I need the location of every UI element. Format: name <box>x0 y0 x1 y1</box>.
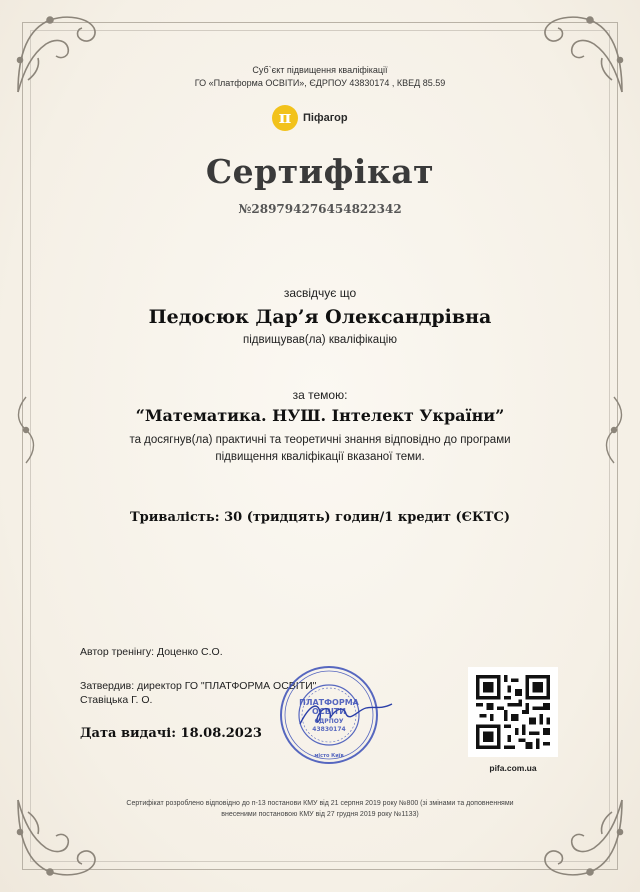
improved-text: підвищував(ла) кваліфікацію <box>243 334 397 346</box>
approved-line: Затвердив: директор ГО "ПЛАТФОРМА ОСВІТИ" <box>80 680 317 692</box>
recipient-name: Педосюк Дар’я Олександрівна <box>148 306 492 328</box>
achievement-text <box>0 432 640 466</box>
issuer-line: Суб`єкт підвищення кваліфікації <box>252 65 388 75</box>
achievement-line: та досягнув(ла) практичні та теоретичні знання відповідно до програми <box>129 434 511 446</box>
author-text: Автор тренінгу: Доценко С.О. <box>80 646 223 658</box>
stamp-code: 43830174 <box>312 726 346 733</box>
footer-line: Сертифікат розроблено відповідно до п-13 постанови КМУ від 21 серпня 2019 року №800 (зі змінами та доповненнями <box>126 800 514 807</box>
footer-note <box>0 798 640 820</box>
website-link[interactable]: pifa.com.ua <box>489 763 537 773</box>
qr-code[interactable] <box>476 675 550 749</box>
achievement-line: підвищення кваліфікації вказаної теми. <box>215 451 425 463</box>
certifies-text: засвідчує що <box>283 286 357 300</box>
pi-logo-icon: π <box>272 105 298 131</box>
signature-image <box>296 694 396 734</box>
stamp-line: ОСВІТИ <box>312 707 346 716</box>
brand-logo <box>272 104 348 132</box>
stamp-code-label: ЄДРПОУ <box>314 718 344 725</box>
on-topic-label: за темою: <box>292 388 348 402</box>
certificate-title: Сертифікат <box>205 152 435 191</box>
stamp-city: місто Київ <box>314 753 344 759</box>
approved-line: Ставіцька Г. О. <box>80 694 153 706</box>
brand-name: Піфагор <box>303 112 348 124</box>
stamp-line: ПЛАТФОРМА <box>299 698 359 707</box>
course-topic: “Математика. НУШ. Інтелект України” <box>135 406 505 425</box>
certificate-number: №289794276454822342 <box>238 202 402 216</box>
issue-date: Дата видачі: 18.08.2023 <box>80 726 262 741</box>
issuer-block <box>0 64 640 90</box>
footer-line: внесеними постановою КМУ від 27 грудня 2019 року №1133) <box>221 811 419 818</box>
duration-text: Тривалість: 30 (тридцять) годин/1 кредит (ЄКТС) <box>130 510 510 525</box>
issuer-line: ГО «Платформа ОСВІТИ», ЄДРПОУ 43830174 , КВЕД 85.59 <box>194 78 446 88</box>
